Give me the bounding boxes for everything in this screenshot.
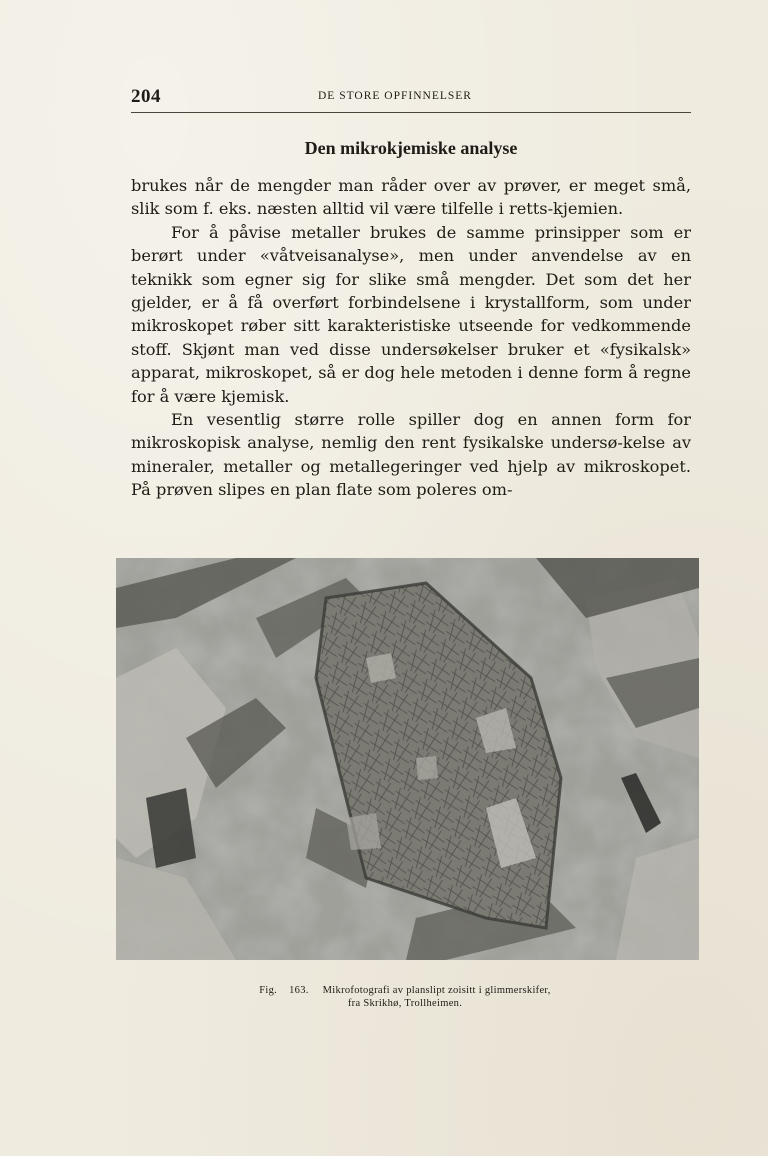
figure-caption	[160, 984, 650, 1010]
paragraph-3: En vesentlig større rolle spiller dog en annen form for mikroskopisk analyse, nemlig den rent fysikalske undersø-kelse av mineraler, metaller og metallegeringer ved hjelp av mikroskopet. På prøven slipes en plan flate som poleres om-	[131, 410, 691, 500]
figure-label: Fig.	[259, 985, 278, 996]
paragraph-1: brukes når de mengder man råder over av prøver, er meget små, slik som f. eks. næsten alltid vil være tilfelle i retts-kjemien.	[131, 176, 691, 219]
caption-line-2: fra Skrikhø, Trollheimen.	[347, 998, 463, 1009]
caption-line-1	[160, 984, 650, 997]
paragraph-2: For å påvise metaller brukes de samme prinsipper som er berørt under «våtveisanalyse», men under anvendelse av en teknikk som egner sig for slike små mengder. Det som det her gjelder, er å få overført forbindelsene i krystallform, som under mikroskopet røber sitt karakteristiske utseende for vedkommende stoff. Skjønt man ved disse undersøkelser bruker et «fysikalsk» apparat, mikroskopet, så er dog hele metoden i denne form å regne for å være kjemisk.	[131, 222, 691, 406]
caption-text-1: Mikrofotografi av planslipt zoisitt i glimmerskifer,	[322, 985, 551, 996]
page-header	[131, 86, 691, 113]
section-title: Den mikrokjemiske analyse	[304, 138, 518, 158]
body-text	[131, 174, 691, 502]
micrograph-image	[116, 558, 699, 960]
micrograph-figure	[116, 558, 699, 960]
running-title: DE STORE OPFINNELSER	[318, 90, 472, 102]
figure-number: 163.	[289, 985, 309, 996]
page-number: 204	[131, 86, 161, 107]
